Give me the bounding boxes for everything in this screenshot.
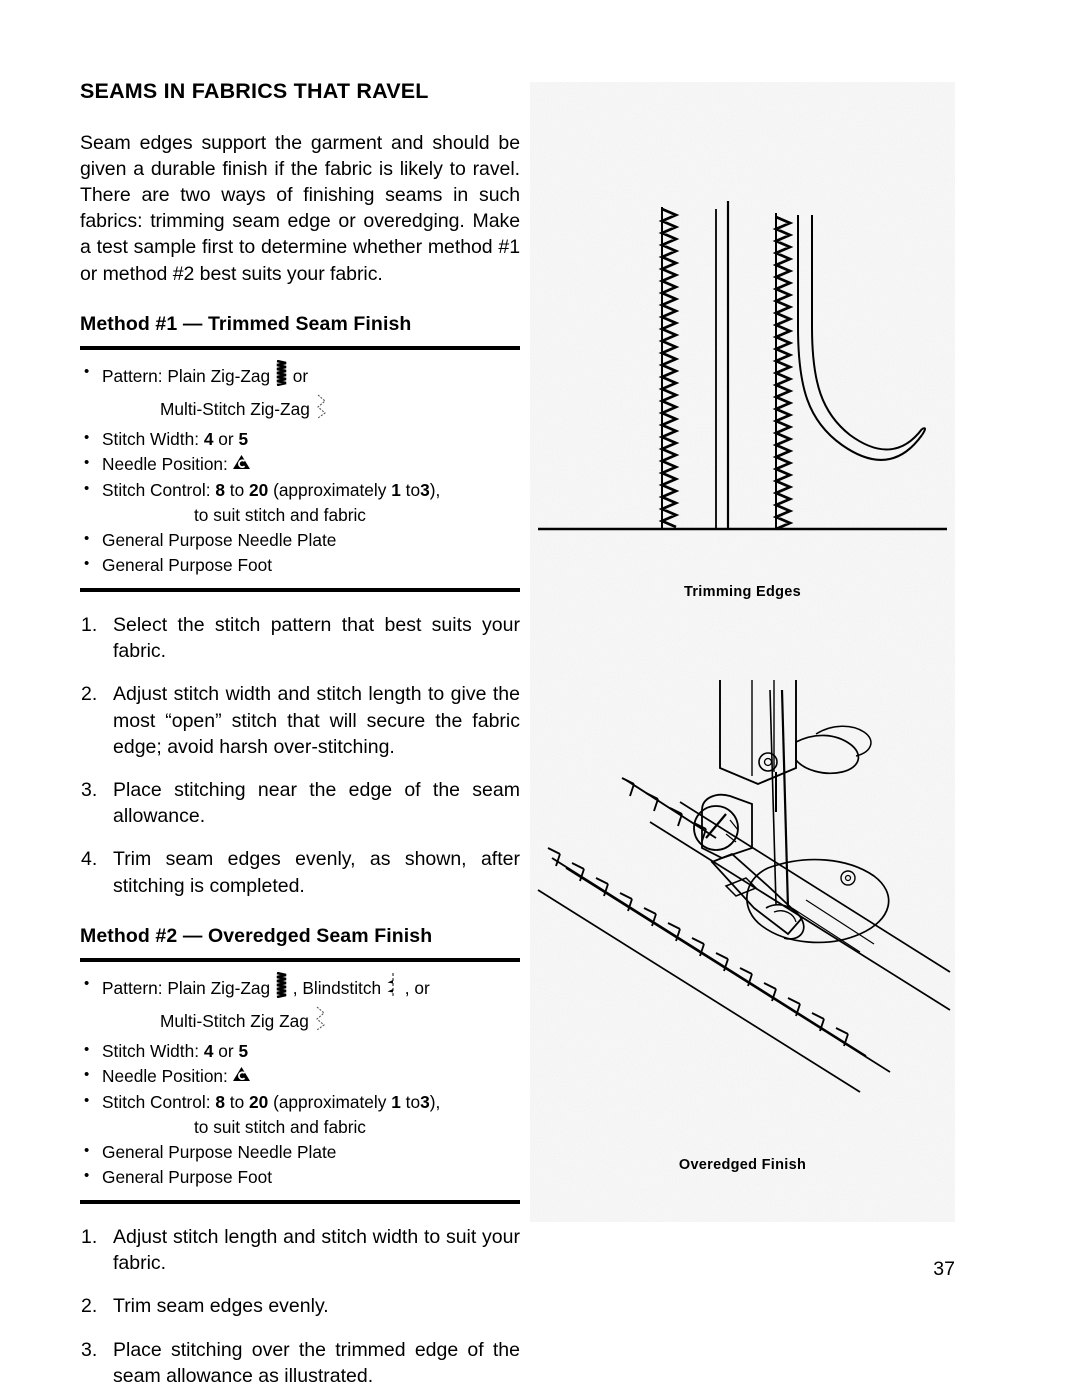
step-item: Select the stitch pattern that best suits your fabric. (113, 614, 520, 663)
spec-pattern (80, 973, 520, 1006)
spec-approx-to: 3 (420, 1092, 430, 1113)
spec-approx-open: (approximately (273, 480, 387, 501)
spec-approx-close: ), (429, 1092, 441, 1113)
spec-pattern (80, 361, 520, 394)
spec-needle-plate: • General Purpose Needle Plate (80, 528, 520, 553)
spec-stitch-width (80, 1039, 520, 1064)
spec-pattern-label: Pattern: (102, 365, 163, 386)
step-item: Place stitching over the trimmed edge of the seam allowance as illustrated. (113, 1338, 520, 1387)
spec-stitch-control-to-word: to (229, 480, 245, 501)
spec-stitch-control-to: 20 (249, 1092, 269, 1113)
spec-stitch-width-b: 5 (238, 428, 249, 449)
spec-approx-close: ), (429, 480, 441, 501)
blindstitch-icon (386, 972, 400, 1005)
page-number: 37 (933, 1258, 955, 1280)
spec-stitch-width-join: or (218, 1040, 234, 1061)
intro-paragraph: Seam edges support the garment and should be given a durable finish if the fabric is likely to ravel. There are two ways of finishing seams in such fabrics: trimming seam edge or overedging. Make a test sample first to determine whether method #1 or method #2 best suits your fabric. (80, 131, 520, 285)
spec-stitch-width-a: 4 (203, 428, 214, 449)
spec-pattern-secondary: Multi-Stitch Zig-Zag (160, 398, 310, 419)
needle-position-center-icon (233, 452, 250, 477)
spec-stitch-control (80, 1090, 520, 1115)
spec-approx-from: 1 (391, 480, 401, 501)
spec-stitch-control-note: to suit stitch and fabric (194, 505, 366, 526)
spec-pattern-secondary-row (80, 1006, 520, 1039)
spec-approx-open: (approximately (273, 1092, 387, 1113)
spec-needle-position-label: Needle Position: (102, 1065, 228, 1086)
method-1-spec-list (80, 350, 520, 588)
spec-approx-to-word: to (405, 480, 421, 501)
figure-overedged-finish (530, 672, 955, 1102)
needle-position-center-icon (233, 1064, 250, 1089)
spec-foot: • General Purpose Foot (80, 553, 520, 578)
spec-stitch-control-note-row (80, 503, 520, 528)
spec-stitch-control-from: 8 (215, 480, 225, 501)
figure-trimming-edges (530, 177, 955, 577)
spec-stitch-control-note-row (80, 1115, 520, 1140)
spec-pattern-secondary-row (80, 394, 520, 427)
plain-zigzag-stitch-icon (275, 360, 288, 393)
spec-stitch-control-note: to suit stitch and fabric (194, 1117, 366, 1138)
spec-approx-from: 1 (391, 1092, 401, 1113)
spec-needle-position (80, 1064, 520, 1090)
spec-stitch-width-a: 4 (203, 1040, 214, 1061)
multi-stitch-zigzag-icon (314, 1005, 327, 1038)
spec-needle-position-label: Needle Position: (102, 453, 228, 474)
step-item: Trim seam edges evenly, as shown, after stitching is completed. (113, 848, 520, 897)
plain-zigzag-stitch-icon (275, 972, 288, 1005)
figure-top-caption: Trimming Edges (684, 584, 801, 600)
figure-bottom-caption: Overedged Finish (678, 1157, 807, 1173)
method-2-spec-list (80, 962, 520, 1200)
spec-pattern-or: , or (404, 977, 430, 998)
step-item: Trim seam edges evenly. (113, 1295, 329, 1318)
method-2-steps (80, 1204, 520, 1389)
spec-needle-plate: • General Purpose Needle Plate (80, 1140, 520, 1165)
spec-approx-to: 3 (420, 480, 430, 501)
step-item: Adjust stitch length and stitch width to suit your fabric. (113, 1226, 520, 1275)
spec-pattern-secondary: Multi-Stitch Zig Zag (160, 1010, 309, 1031)
spec-pattern-blindstitch-label: , Blindstitch (292, 977, 382, 998)
spec-approx-to-word: to (405, 1092, 421, 1113)
spec-pattern-label: Pattern: (102, 977, 163, 998)
method-2-heading: Method #2 — Overedged Seam Finish (80, 924, 433, 947)
article-text-column (80, 80, 520, 1389)
page-title: SEAMS IN FABRICS THAT RAVEL (80, 79, 429, 103)
spec-stitch-width-label: Stitch Width: (102, 1040, 199, 1061)
spec-pattern-primary: Plain Zig-Zag (167, 977, 271, 998)
spec-stitch-width-label: Stitch Width: (102, 428, 199, 449)
multi-stitch-zigzag-icon (315, 393, 328, 426)
spec-stitch-control (80, 478, 520, 503)
spec-stitch-control-label: Stitch Control: (102, 480, 211, 501)
spec-stitch-width-join: or (218, 428, 234, 449)
spec-foot: • General Purpose Foot (80, 1165, 520, 1190)
spec-stitch-control-from: 8 (215, 1092, 225, 1113)
spec-stitch-width-b: 5 (238, 1040, 249, 1061)
step-item: Adjust stitch width and stitch length to give the most “open” stitch that will secure the fabric edge; avoid harsh over-stitching. (113, 683, 520, 758)
spec-stitch-control-to-word: to (229, 1092, 245, 1113)
spec-needle-position (80, 452, 520, 478)
method-1-steps (80, 592, 520, 899)
spec-pattern-or: or (292, 365, 309, 386)
method-1-heading: Method #1 — Trimmed Seam Finish (80, 312, 412, 335)
spec-pattern-primary: Plain Zig-Zag (167, 365, 271, 386)
spec-stitch-control-to: 20 (249, 480, 269, 501)
spec-stitch-width (80, 427, 520, 452)
spec-stitch-control-label: Stitch Control: (102, 1092, 211, 1113)
illustration-panel (530, 82, 955, 1222)
step-item: Place stitching near the edge of the seam allowance. (113, 779, 520, 828)
